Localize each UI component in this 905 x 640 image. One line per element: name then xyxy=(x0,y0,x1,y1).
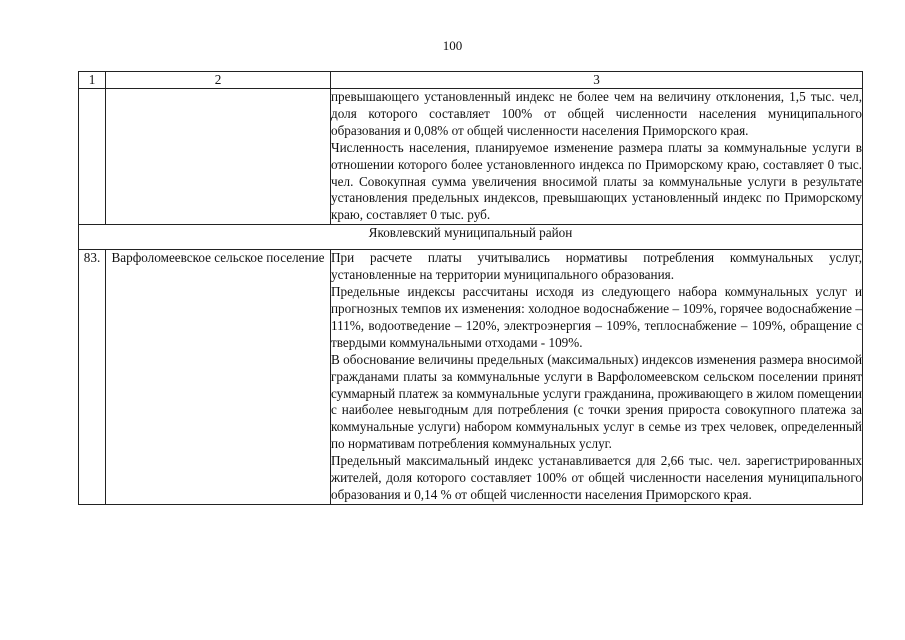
continuation-paragraph: Численность населения, планируемое изменение размера платы за коммунальные услуги в отношении которого более установленного индекса по Приморскому краю, составляет 0 тыс. чел. Совокупная сумма увеличения вносимой платы за коммунальные услуги в результате установления предельных индексов, превышающих установленный индекс по Приморскому краю, составляет 0 тыс. руб. xyxy=(331,139,862,223)
table-header-row xyxy=(79,72,863,89)
page-number: 100 xyxy=(442,38,463,53)
row-text-cell xyxy=(331,250,863,505)
row-paragraph: При расчете платы учитывались нормативы потребления коммунальных услуг, установленные на территории муниципального образования. xyxy=(331,250,862,283)
continuation-paragraph: превышающего установленный индекс не более чем на величину отклонения, 1,5 тыс. чел, доля которого составляет 100% от общей численности населения муниципального образования и 0,08% от общей численности населения Приморского края. xyxy=(331,89,862,138)
header-col-1: 1 xyxy=(79,72,106,89)
row-paragraph: Предельный максимальный индекс устанавливается для 2,66 тыс. чел. зарегистрированных жителей, доля которого составляет 100% от общей численности населения муниципального образования и 0,14 % от общей численности населения Приморского края. xyxy=(331,453,862,502)
document-table xyxy=(78,71,863,505)
continuation-num-cell xyxy=(79,89,106,225)
continuation-row xyxy=(79,89,863,225)
row-paragraph: В обоснование величины предельных (максимальных) индексов изменения размера вносимой гражданами платы за коммунальные услуги в Варфоломеевском сельском поселении принят суммарный платеж за коммунальные услуги гражданина, проживающего в жилом помещении с наиболее невыгодным для потребления (с точки зрения прироста совокупного платежа за коммунальные услуги) набором коммунальных услуг в семье из трех человек, определенный по нормативам потребления коммунальных услуг. xyxy=(331,351,862,452)
header-col-2: 2 xyxy=(106,72,331,89)
district-row xyxy=(79,225,863,250)
table-row xyxy=(79,250,863,505)
continuation-name-cell xyxy=(106,89,331,225)
district-title: Яковлевский муниципальный район xyxy=(79,225,863,250)
row-paragraph: Предельные индексы рассчитаны исходя из следующего набора коммунальных услуг и прогнозных темпов их изменения: холодное водоснабжение – 109%, горячее водоснабжение – 111%, водоотведение – 120%, электроэнергия – 109%, теплоснабжение – 109%, обращение с твердыми коммунальными отходами - 109%. xyxy=(331,284,862,350)
header-col-3: 3 xyxy=(331,72,863,89)
continuation-text-cell xyxy=(331,89,863,225)
settlement-name: Варфоломеевское сельское поселение xyxy=(106,250,331,505)
row-number: 83. xyxy=(79,250,106,505)
